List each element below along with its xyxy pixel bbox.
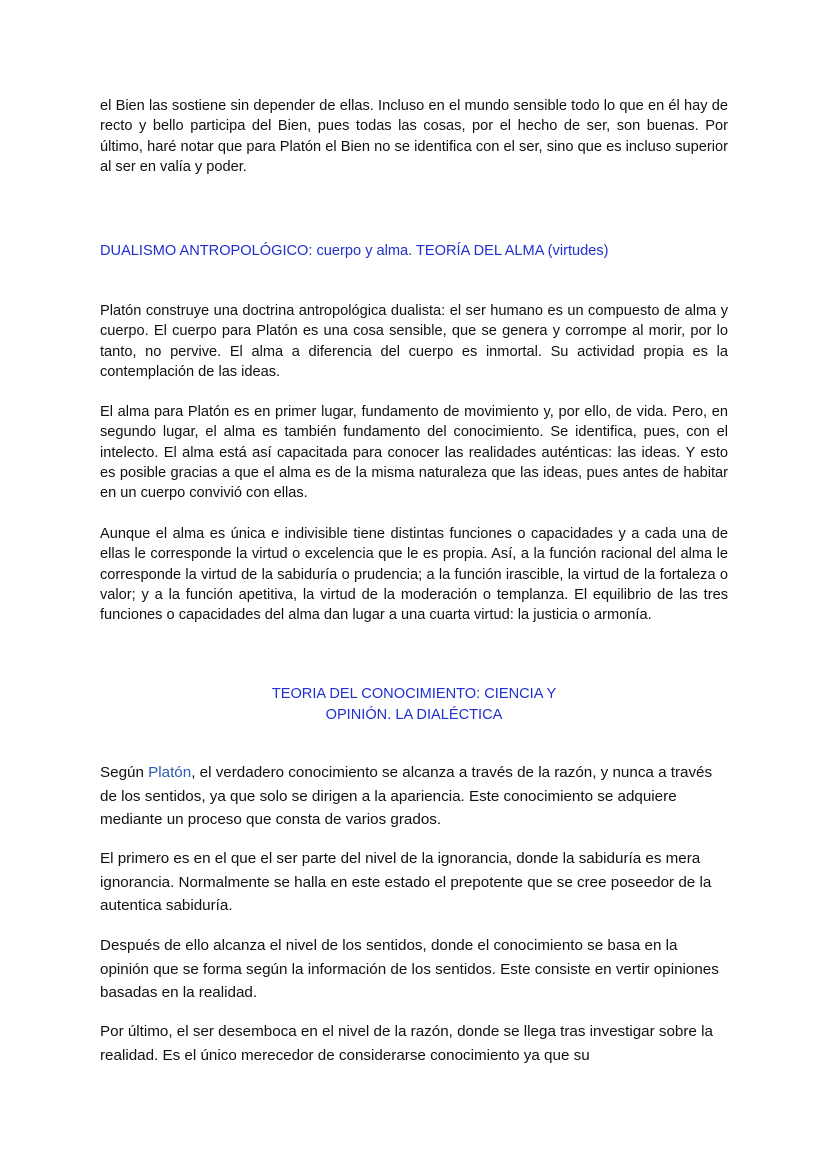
paragraph-conocimiento-1 [100,761,728,832]
paragraph-text-start: Según [100,764,149,781]
paragraph-dualismo-3: Aunque el alma es única e indivisible tiene distintas funciones o capacidades y a cada una de ellas le corresponde la virtud o excelencia que le es propia. Así, a la función racional del alma le corresponde la virtud de la sabiduría o prudencia; a la función irascible, la virtud de la fortaleza o valor; y a la función apetitiva, la virtud de la moderación o templanza. El equilibrio de las tres funciones o capacidades del alma dan lugar a una cuarta virtud: la justicia o armonía. [100,526,728,624]
paragraph-dualismo-2: El alma para Platón es en primer lugar, fundamento de movimiento y, por ello, de vida. Pero, en segundo lugar, el alma es también fundamento del conocimiento. Se identifica, pues, con el intelecto. El alma está así capacitada para conocer las realidades auténticas: las ideas. Y esto es posible gracias a que el alma es de la misma naturaleza que las ideas, pues antes de habitar en un cuerpo convivió con ellas. [100,404,728,502]
section-heading-conocimiento [100,684,728,726]
paragraph-conocimiento-2: El primero es en el que el ser parte del nivel de la ignorancia, donde la sabiduría es mera ignorancia. Normalmente se halla en este estado el prepotente que se cree poseedor de la autentica sabiduría. [100,850,712,914]
section-heading-line-2: OPINIÓN. LA DIALÉCTICA [325,707,503,723]
paragraph-conocimiento-4: Por último, el ser desemboca en el nivel de la razón, donde se llega tras investigar sobre la realidad. Es el único merecedor de considerarse conocimiento ya que su [100,1023,713,1064]
paragraph-text-rest: , el verdadero conocimiento se alcanza a través de la razón, y nunca a través de los sentidos, ya que solo se dirigen a la apariencia. Este conocimiento se adquiere mediante un proceso que consta de varios grados. [100,764,713,828]
paragraph-bien: el Bien las sostiene sin depender de ellas. Incluso en el mundo sensible todo lo que en él hay de recto y bello participa del Bien, pues todas las cosas, por el hecho de ser, son buenas. Por último, haré notar que para Platón el Bien no se identifica con el ser, sino que es incluso superior al ser en valía y poder. [100,98,728,175]
section-heading-line-1: TEORIA DEL CONOCIMIENTO: CIENCIA Y [271,686,557,702]
section-heading-dualismo: DUALISMO ANTROPOLÓGICO: cuerpo y alma. TEORÍA DEL ALMA (virtudes) [100,243,609,259]
paragraph-dualismo-1: Platón construye una doctrina antropológica dualista: el ser humano es un compuesto de alma y cuerpo. El cuerpo para Platón es una cosa sensible, que se genera y corrompe al morir, por lo tanto, no pervive. El alma a diferencia del cuerpo es inmortal. Su actividad propia es la contemplación de las ideas. [100,303,728,380]
platon-link[interactable]: Platón [148,764,192,781]
paragraph-conocimiento-3: Después de ello alcanza el nivel de los sentidos, donde el conocimiento se basa en la opinión que se forma según la información de los sentidos. Este consiste en vertir opiniones basadas en la realidad. [100,937,719,1001]
